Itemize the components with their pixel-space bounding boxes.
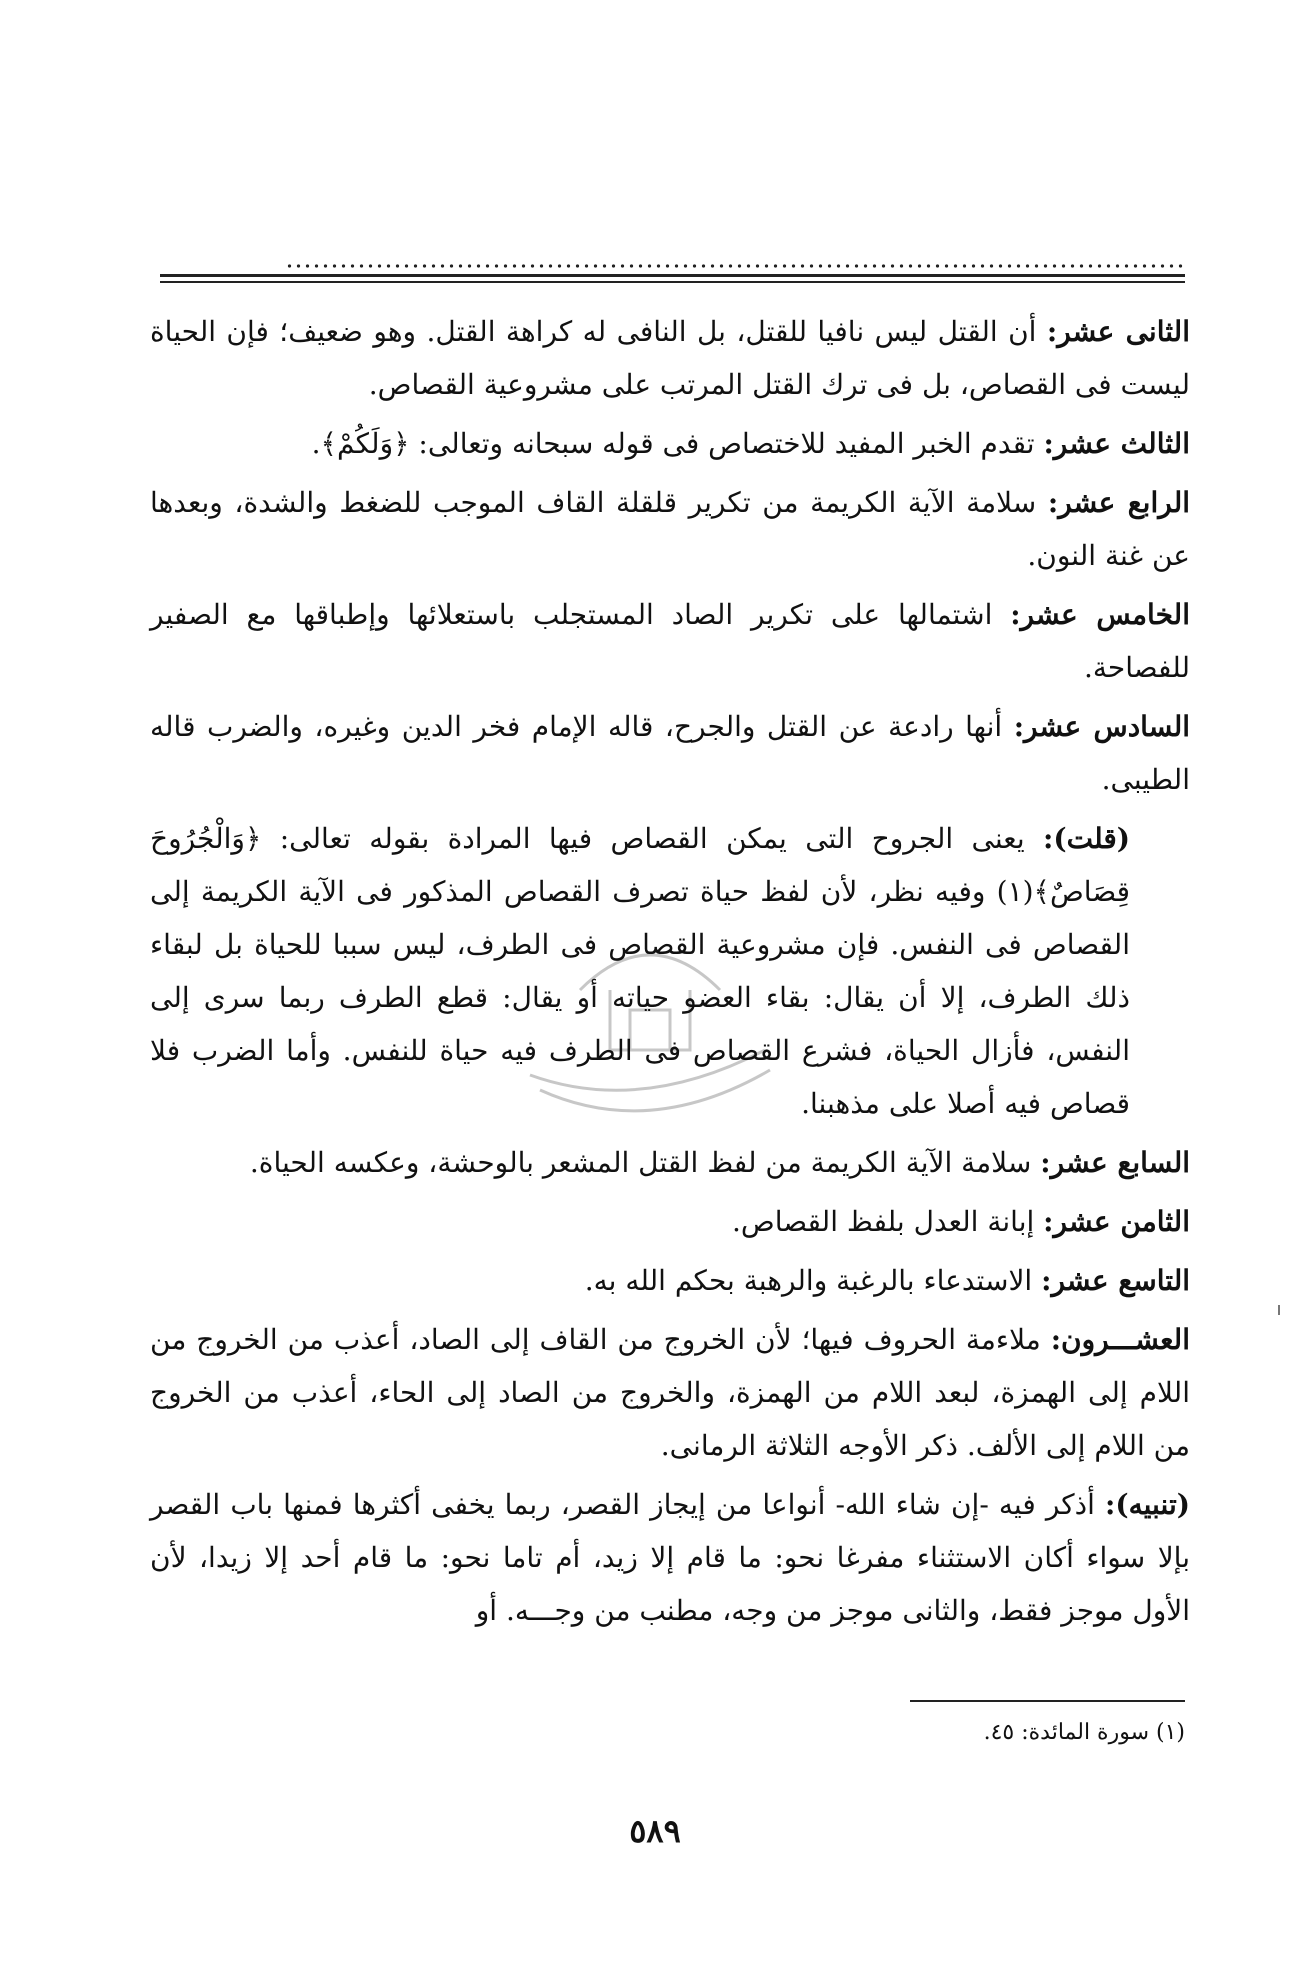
item-heading: العشـــرون:: [1050, 1323, 1190, 1356]
list-item: [150, 1195, 1190, 1248]
note-paragraph: [150, 812, 1190, 1130]
item-heading: السابع عشر:: [1040, 1146, 1190, 1179]
list-item: [150, 305, 1190, 411]
page-number: ٥٨٩: [629, 1812, 681, 1850]
list-item: [150, 417, 1190, 470]
header-rule-thick: [160, 274, 1185, 277]
item-text: سلامة الآية الكريمة من لفظ القتل المشعر بالوحشة، وعكسه الحياة.: [249, 1146, 1032, 1179]
item-text: سلامة الآية الكريمة من تكرير قلقلة القاف الموجب للضغط والشدة، وبعدها عن غنة النون.: [150, 486, 1190, 572]
list-item: [150, 1136, 1190, 1189]
item-heading: الرابع عشر:: [1047, 486, 1191, 519]
item-text: تقدم الخبر المفيد للاختصاص فى قوله سبحانه وتعالى: ﴿وَلَكُمْ﴾.: [311, 427, 1035, 460]
item-heading: الثالث عشر:: [1043, 427, 1190, 460]
item-text: اشتمالها على تكرير الصاد المستجلب باستعلائها وإطباقها مع الصفير للفصاحة.: [150, 598, 1190, 684]
header-dotted-rule: [285, 262, 1185, 270]
item-heading: الثامن عشر:: [1043, 1205, 1190, 1238]
header-rule-thin: [160, 281, 1185, 283]
notice-paragraph: [150, 1478, 1190, 1637]
item-text: أنها رادعة عن القتل والجرح، قاله الإمام فخر الدين وغيره، والضرب قاله الطيبى.: [150, 710, 1190, 796]
list-item: [150, 1313, 1190, 1472]
list-item: [150, 700, 1190, 806]
note-text: يعنى الجروح التى يمكن القصاص فيها المرادة بقوله تعالى: ﴿وَالْجُرُوحَ قِصَاصٌ﴾(١) وفيه نظر، لأن لفظ حياة تصرف القصاص المذكور فى الآية الكريمة إلى القصاص فى النفس. فإن مشروعية القصاص فى الطرف، ليس سببا للحياة بل لبقاء ذلك الطرف، إلا أن يقال: بقاء العضو حياته أو يقال: قطع الطرف ربما سرى إلى النفس، فأزال الحياة، فشرع القصاص فى الطرف فيه حياة للنفس. وأما الضرب فلا قصاص فيه أصلا على مذهبنا.: [150, 822, 1130, 1120]
item-text: الاستدعاء بالرغبة والرهبة بحكم الله به.: [584, 1264, 1033, 1297]
notice-heading: (تنبيه):: [1105, 1488, 1190, 1521]
footnote-rule: [910, 1700, 1185, 1702]
item-heading: الثانى عشر:: [1046, 315, 1190, 348]
list-item: [150, 1254, 1190, 1307]
notice-text: أذكر فيه -إن شاء الله- أنواعا من إيجاز القصر، ربما يخفى أكثرها فمنها باب القصر بإلا سواء أكان الاستثناء مفرغا نحو: ما قام إلا زيد، أم تاما نحو: ما قام أحد إلا زيدا، لأن الأول موجز فقط، والثانى موجز من وجه، مطنب من وجـــه. أو: [150, 1488, 1190, 1627]
list-item: [150, 588, 1190, 694]
item-heading: الخامس عشر:: [1010, 598, 1190, 631]
note-heading: (قلت):: [1043, 822, 1130, 855]
scan-artifact: [1278, 1305, 1280, 1315]
item-text: أن القتل ليس نافيا للقتل، بل النافى له كراهة القتل. وهو ضعيف؛ فإن الحياة ليست فى القصاص، بل فى ترك القتل المرتب على مشروعية القصاص.: [150, 315, 1190, 401]
main-text: [150, 305, 1190, 1637]
list-item: [150, 476, 1190, 582]
item-heading: التاسع عشر:: [1041, 1264, 1190, 1297]
item-text: إبانة العدل بلفظ القصاص.: [731, 1205, 1035, 1238]
item-heading: السادس عشر:: [1013, 710, 1191, 743]
footnote: (١) سورة المائدة: ٤٥.: [983, 1720, 1185, 1745]
item-text: ملاءمة الحروف فيها؛ لأن الخروج من القاف إلى الصاد، أعذب من الخروج من اللام إلى الهمزة، لبعد اللام من الهمزة، والخروج من الصاد إلى الحاء، أعذب من الخروج من اللام إلى الألف. ذكر الأوجه الثلاثة الرمانى.: [150, 1323, 1190, 1462]
